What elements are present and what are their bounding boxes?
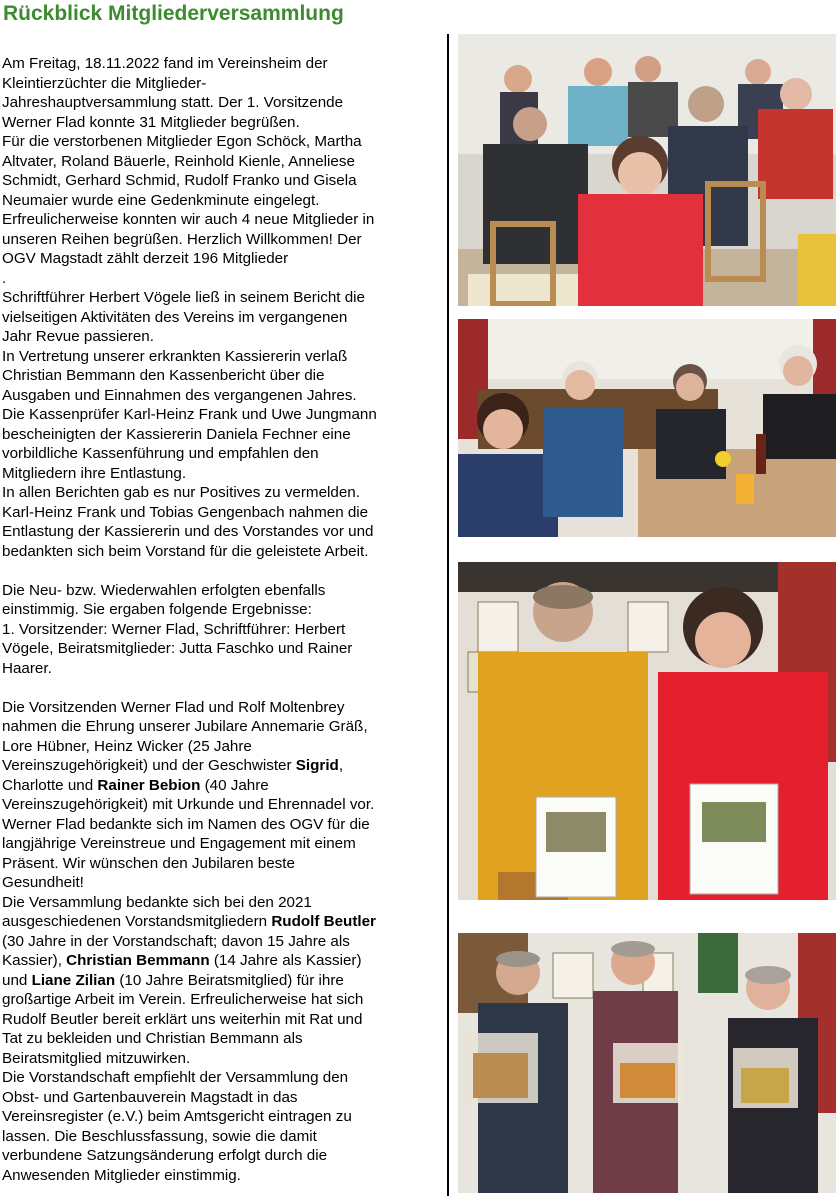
text-segment: (40 Jahre [200,776,269,794]
paragraph-gap [2,678,442,698]
text-line: nahmen die Ehrung unserer Jubilare Annemarie Gräß, [2,718,368,735]
text-segment: , [338,757,344,774]
text-line: Obst- und Gartenbauverein Magstadt in das [2,1088,298,1106]
text-line: OGV Magstadt zählt derzeit 196 Mitglieder [2,250,289,267]
text-line: Präsent. Wir wünschen den Jubilaren beste [2,854,295,872]
text-segment: Vereinszugehörigkeit) und der Geschwister [2,757,296,774]
name-rainer-bebion: Rainer Bebion [97,776,201,794]
text-line: vielseitigen Aktivitäten des Vereins im vergangenen [2,308,348,326]
text-line: Altvater, Roland Bäuerle, Reinhold Kienle, Anneliese [2,152,355,170]
paragraph-2 [2,581,442,679]
text-line: Entlastung der Kassiererin und des Vorstandes vor und [2,523,374,540]
text-line: Werner Flad konnte 31 Mitglieder begrüßen. [2,113,300,131]
text-line: Mitgliedern ihre Entlastung. [2,464,187,482]
text-line: unseren Reihen begrüßen. Herzlich Willkommen! Der [2,230,362,248]
text-line: Die Kassenprüfer Karl-Heinz Frank und Uwe Jungmann [2,406,377,423]
text-line: bescheinigten der Kassiererin Daniela Fechner eine [2,425,351,443]
text-line: Schmidt, Gerhard Schmid, Rudolf Franko und Gisela [2,172,357,189]
text-line: verbundene Satzungsänderung erfolgt durch die [2,1147,328,1164]
text-line: Vereinszugehörigkeit) mit Urkunde und Ehrennadel vor. [2,796,375,813]
text-line: Kleintierzüchter die Mitglieder- [2,74,207,92]
text-line [2,776,442,796]
text-line: Tat zu bekleiden und Christian Bemmann als [2,1030,303,1047]
article-text [2,54,442,1185]
paragraph-3 [2,698,442,1186]
text-line: vorbildliche Kassenführung und empfahlen den [2,445,319,462]
text-line: 1. Vorsitzender: Werner Flad, Schriftführer: Herbert [2,620,346,638]
text-line: Rudolf Beutler bereit erklärt uns weiterhin mit Rat und [2,1010,363,1028]
paragraph-1 [2,54,442,561]
photo-jubilarians-with-certificates [458,562,836,900]
name-liane-zilian: Liane Zilian [31,971,116,989]
page-title: Rückblick Mitgliederversammlung [3,2,344,25]
text-line: bedankten sich beim Vorstand für die geleistete Arbeit. [2,542,369,560]
name-sigrid: Sigrid [295,757,339,774]
column-divider [447,34,449,1196]
photo-members-at-tables [458,34,836,306]
text-line: Die Vorsitzenden Werner Flad und Rolf Moltenbrey [2,698,345,716]
text-line: langjährige Vereinstreue und Engagement mit einem [2,835,356,852]
text-line: Schriftführer Herbert Vögele ließ in seinem Bericht die [2,289,365,306]
text-line: Die Versammlung bedankte sich bei den 2021 [2,893,312,911]
text-line: In allen Berichten gab es nur Positives zu vermelden. [2,484,360,501]
text-line [2,756,442,776]
text-line: Karl-Heinz Frank und Tobias Gengenbach nahmen die [2,503,369,521]
text-segment: ausgeschiedenen Vorstandsmitgliedern [2,913,272,930]
text-segment: Charlotte und [2,776,98,794]
text-line: lassen. Die Beschlussfassung, sowie die damit [2,1127,317,1145]
text-line: Neumaier wurde eine Gedenkminute eingelegt. [2,191,320,209]
text-line: großartige Arbeit im Verein. Erfreulicherweise hat sich [2,991,364,1008]
text-line: Anwesenden Mitglieder einstimmig. [2,1166,241,1184]
text-segment: (14 Jahre als Kassier) [209,952,362,969]
name-rudolf-beutler: Rudolf Beutler [271,913,376,930]
text-line: Ausgaben und Einnahmen des vergangenen Jahres. [2,386,357,404]
photo-honorees-with-gift-baskets [458,933,836,1193]
text-line: Für die verstorbenen Mitglieder Egon Schöck, Martha [2,133,362,150]
text-line: Vereinsregister (e.V.) beim Amtsgericht eintragen zu [2,1108,352,1125]
text-line: (30 Jahre in der Vorstandschaft; davon 15 Jahre als [2,932,350,950]
text-line: In Vertretung unserer erkrankten Kassiererin verlaß [2,347,348,365]
name-christian-bemmann: Christian Bemmann [66,952,210,969]
text-line: Haarer. [2,659,52,677]
text-line: Jahreshauptversammlung statt. Der 1. Vorsitzende [2,94,344,111]
text-line: Vögele, Beiratsmitglieder: Jutta Faschko und Rainer [2,640,353,657]
text-line: Christian Bemmann den Kassenbericht über die [2,367,325,384]
text-segment: (10 Jahre Beiratsmitglied) für ihre [115,971,344,989]
text-line: Werner Flad bedankte sich im Namen des OGV für die [2,815,370,833]
text-line: einstimmig. Sie ergaben folgende Ergebnisse: [2,601,312,618]
text-line: Erfreulicherweise konnten wir auch 4 neue Mitglieder in [2,211,375,228]
text-line: Die Vorstandschaft empfiehlt der Versammlung den [2,1069,349,1086]
text-line [2,971,442,991]
text-line: Am Freitag, 18.11.2022 fand im Vereinsheim der [2,55,328,72]
text-line: . [2,269,7,287]
paragraph-gap [2,561,442,581]
text-line: Gesundheit! [2,874,84,891]
text-line: Die Neu- bzw. Wiederwahlen erfolgten ebenfalls [2,581,326,599]
text-line: Lore Hübner, Heinz Wicker (25 Jahre [2,737,252,755]
text-line: Beiratsmitglied mitzuwirken. [2,1049,191,1067]
text-line [2,951,442,971]
photo-women-at-table [458,319,836,537]
text-line [2,912,442,932]
text-line: Jahr Revue passieren. [2,328,154,345]
text-segment: Kassier), [2,952,67,969]
text-segment: und [2,971,32,989]
